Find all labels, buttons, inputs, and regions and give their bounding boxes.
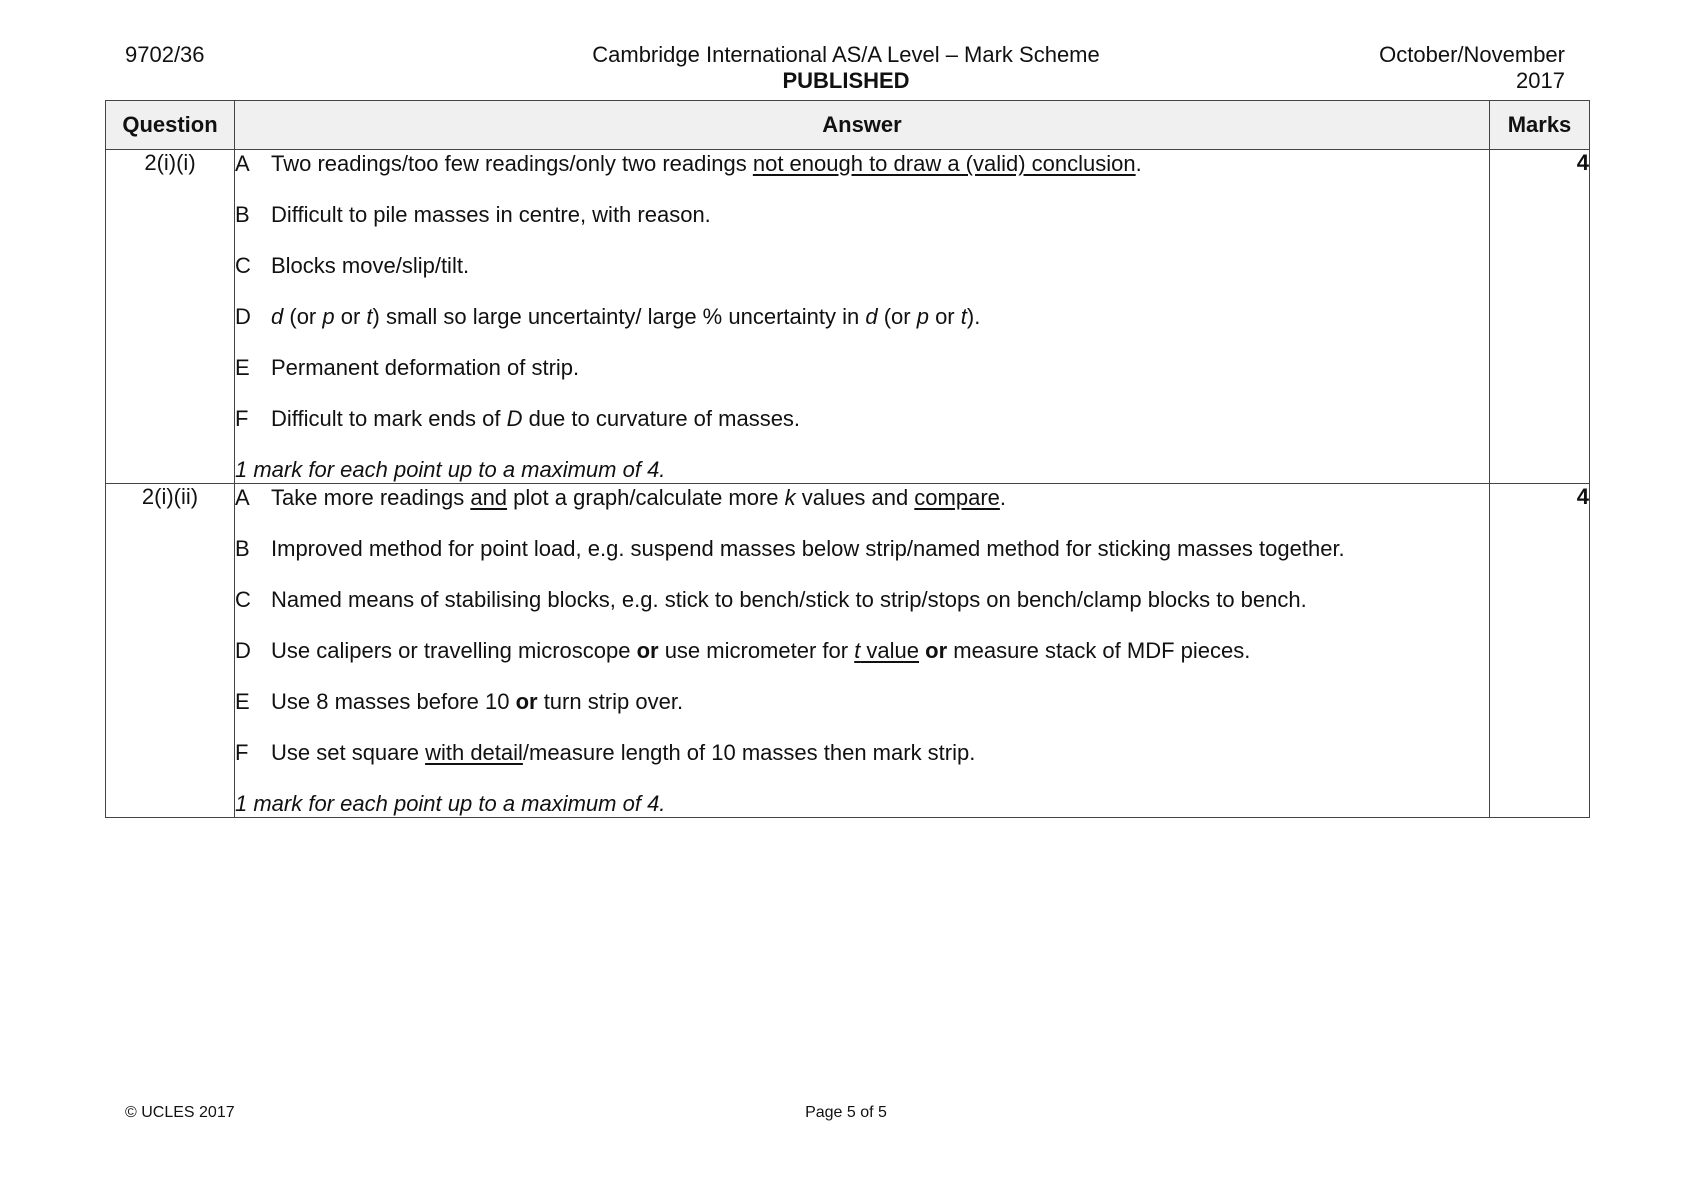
answer-point — [235, 688, 1489, 715]
point-text-segment: Use set square — [271, 740, 426, 765]
table-body — [106, 150, 1590, 818]
answer-cell — [235, 484, 1490, 818]
point-text-segment: D — [506, 406, 523, 431]
point-text-segment: t — [366, 304, 373, 329]
marks-value: 4 — [1490, 484, 1590, 818]
question-number: 2(i)(ii) — [106, 484, 235, 818]
point-text-segment: value — [860, 638, 920, 663]
point-text-segment: plot a graph/calculate more — [507, 485, 785, 510]
point-text-segment: turn strip over. — [537, 689, 684, 714]
point-text-segment: (or — [283, 304, 323, 329]
point-text-segment: Blocks move/slip/tilt. — [271, 253, 470, 278]
point-letter: F — [235, 406, 249, 431]
point-letter: C — [235, 587, 251, 612]
marking-note: 1 mark for each point up to a maximum of 4. — [235, 457, 666, 482]
answer-point — [235, 535, 1489, 562]
session-year: 2017 — [1516, 68, 1565, 93]
marking-note: 1 mark for each point up to a maximum of 4. — [235, 791, 666, 816]
paper-code: 9702/36 — [125, 42, 205, 67]
point-text — [271, 586, 1307, 613]
point-text — [271, 150, 1142, 177]
answer-column-header: Answer — [235, 101, 1490, 150]
table-row — [106, 150, 1590, 484]
mark-scheme-title: Cambridge International AS/A Level – Mark Scheme — [592, 42, 1100, 67]
question-number: 2(i)(i) — [106, 150, 235, 484]
point-text-segment: Take more readings — [271, 485, 471, 510]
point-text-segment: ). — [966, 304, 981, 329]
point-text-segment: Difficult to mark ends of — [271, 406, 507, 431]
point-text-segment: due to curvature of masses. — [522, 406, 801, 431]
answer-point — [235, 303, 1489, 330]
point-text-segment: p — [322, 304, 335, 329]
point-letter: B — [235, 536, 250, 561]
point-text-segment: Difficult to pile masses in centre, with reason. — [271, 202, 711, 227]
point-text-segment: k — [784, 485, 796, 510]
point-text-segment: . — [1135, 151, 1142, 176]
point-text-segment: Named means of stabilising blocks, e.g. stick to bench/stick to strip/stops on bench/clamp blocks to bench. — [271, 587, 1307, 612]
answer-cell — [235, 150, 1490, 484]
point-text-segment: Improved method for point load, e.g. suspend masses below strip/named method for sticking masses together. — [271, 536, 1345, 561]
point-text-segment: not enough to draw a (valid) conclusion — [752, 151, 1136, 176]
answer-point — [235, 484, 1489, 511]
marks-column-header: Marks — [1490, 101, 1590, 150]
page-number: Page 5 of 5 — [805, 1104, 887, 1121]
answer-point — [235, 252, 1489, 279]
point-text-segment: d — [271, 304, 284, 329]
point-letter: B — [235, 202, 250, 227]
point-text-segment: or — [928, 304, 961, 329]
point-text-segment: Permanent deformation of strip. — [271, 355, 580, 380]
point-text-segment: values and — [795, 485, 915, 510]
point-text-segment: Use 8 masses before 10 — [271, 689, 516, 714]
marks-value: 4 — [1490, 150, 1590, 484]
session-month: October/November — [1379, 42, 1565, 67]
point-letter: A — [235, 151, 250, 176]
point-text — [271, 688, 683, 715]
table-row — [106, 484, 1590, 818]
copyright: © UCLES 2017 — [125, 1104, 235, 1121]
point-text-segment: or — [515, 689, 538, 714]
answer-point — [235, 739, 1489, 766]
exam-session — [1379, 42, 1565, 94]
point-text-segment: measure stack of MDF pieces. — [947, 638, 1251, 663]
answer-point — [235, 201, 1489, 228]
mark-scheme-table — [105, 100, 1590, 818]
point-letter: D — [235, 638, 251, 663]
point-text-segment: /measure length of 10 masses then mark strip. — [522, 740, 976, 765]
point-text-segment: or — [925, 638, 948, 663]
point-text — [271, 405, 800, 432]
point-letter: C — [235, 253, 251, 278]
point-letter: E — [235, 689, 250, 714]
point-letter: F — [235, 740, 249, 765]
point-text — [271, 739, 975, 766]
point-text — [271, 354, 579, 381]
answer-point — [235, 150, 1489, 177]
answer-point — [235, 354, 1489, 381]
question-column-header: Question — [106, 101, 235, 150]
point-letter: E — [235, 355, 250, 380]
point-text-segment: Two readings/too few readings/only two readings — [271, 151, 753, 176]
point-text-segment: t — [854, 638, 861, 663]
point-text-segment: p — [916, 304, 929, 329]
point-text — [271, 535, 1345, 562]
point-text-segment: Use calipers or travelling microscope — [271, 638, 637, 663]
point-text-segment: d — [865, 304, 878, 329]
published-label: PUBLISHED — [782, 68, 910, 93]
point-text-segment: (or — [877, 304, 917, 329]
point-text-segment: ) small so large uncertainty/ large % uncertainty in — [372, 304, 866, 329]
point-letter: D — [235, 304, 251, 329]
answer-point — [235, 637, 1489, 664]
point-text — [271, 303, 980, 330]
answer-point — [235, 405, 1489, 432]
point-text — [271, 637, 1250, 664]
point-text-segment: or — [334, 304, 367, 329]
point-text-segment: with detail — [425, 740, 523, 765]
point-text — [271, 252, 469, 279]
point-letter: A — [235, 485, 250, 510]
point-text-segment: or — [636, 638, 659, 663]
point-text-segment: t — [960, 304, 967, 329]
point-text-segment: . — [999, 485, 1007, 510]
point-text — [271, 484, 1006, 511]
point-text-segment: and — [470, 485, 508, 510]
point-text — [271, 201, 711, 228]
point-text-segment: use micrometer for — [658, 638, 855, 663]
point-text-segment: compare — [914, 485, 1000, 510]
table-header-row — [106, 101, 1590, 150]
answer-point — [235, 586, 1489, 613]
